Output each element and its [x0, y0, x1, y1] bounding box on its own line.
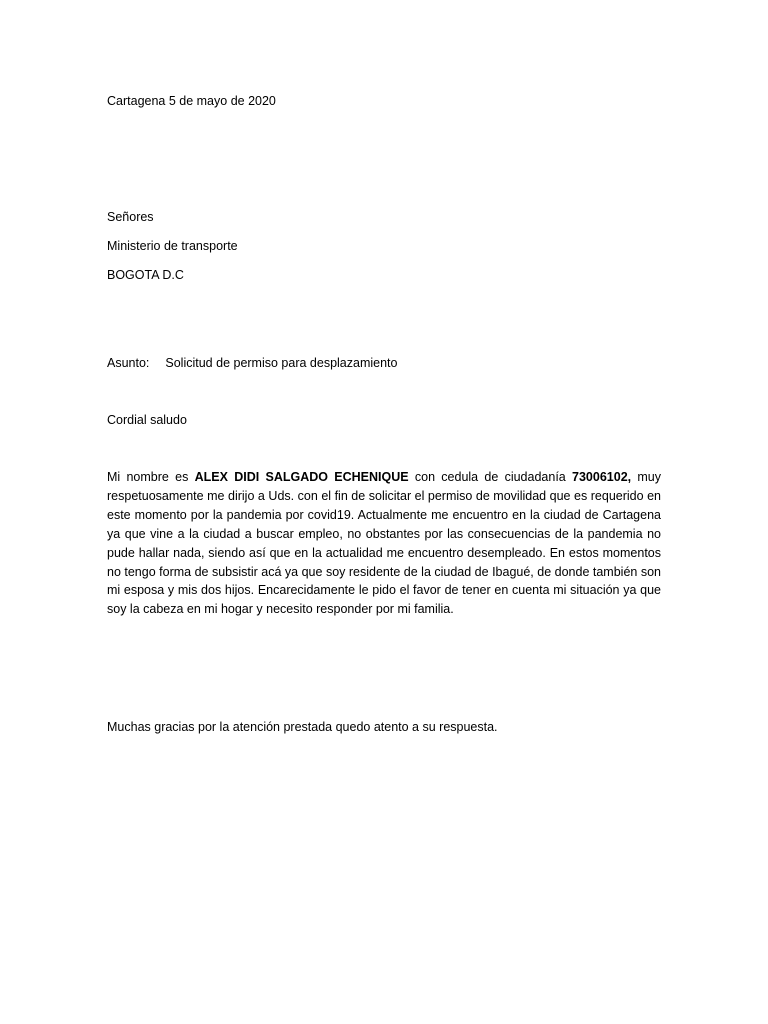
closing-line: Muchas gracias por la atención prestada quedo atento a su respuesta.	[107, 720, 498, 734]
greeting: Cordial saludo	[107, 413, 187, 427]
subject-line	[107, 354, 397, 372]
subject-label: Asunto:	[107, 356, 150, 370]
subject-text: Solicitud de permiso para desplazamiento	[165, 356, 398, 370]
recipient-city: BOGOTA D.C	[107, 268, 184, 282]
body-intro: Mi nombre es	[107, 470, 195, 484]
letter-date: Cartagena 5 de mayo de 2020	[107, 94, 276, 108]
body-id-text: con cedula de ciudadanía	[408, 470, 573, 484]
sender-name: ALEX DIDI SALGADO ECHENIQUE	[194, 470, 409, 484]
body-rest: muy respetuosamente me dirijo a Uds. con el fin de solicitar el permiso de movilidad que es requerido en este momento por la pandemia por covid19. Actualmente me encuentro en la ciudad de Cartagena ya que vine a la ciudad a buscar empleo, no obstantes por las consecuencias de la pandemia no pude hallar nada, siendo así que en la actualidad me encuentro desempleado. En estos momentos no tengo forma de subsistir acá ya que soy residente de la ciudad de Ibagué, de donde también son mi esposa y mis dos hijos. Encarecidamente le pido el favor de tener en cuenta mi situación ya que soy la cabeza en mi hogar y necesito responder por mi familia.	[107, 470, 662, 617]
id-number: 73006102,	[572, 470, 632, 484]
body-paragraph	[107, 468, 661, 619]
recipient-organization: Ministerio de transporte	[107, 239, 238, 253]
recipient-salutation: Señores	[107, 210, 154, 224]
